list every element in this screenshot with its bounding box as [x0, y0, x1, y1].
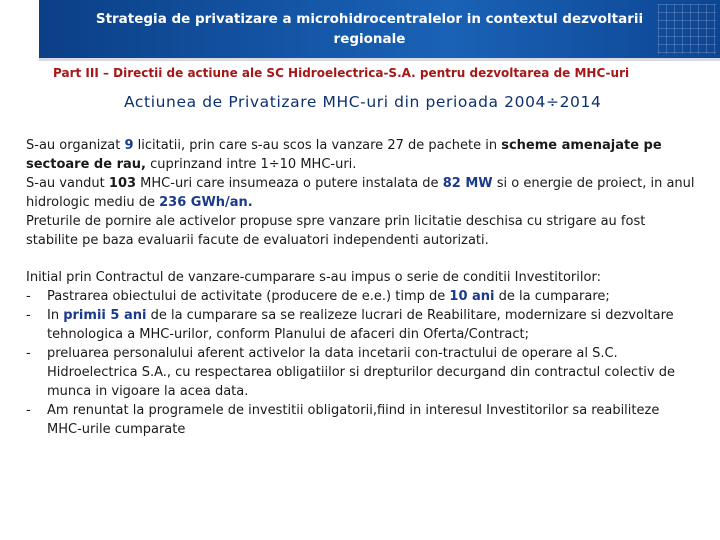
highlight-count: 9 [124, 138, 134, 153]
list-item-text: preluarea personalului aferent activelor la data incetarii con-tractului de operare al S.C. Hidroelectrica S.A., cu respectarea obligatiilor si drepturilor decurgand din contractul colectiv de munca in vigoare la acea data. [47, 346, 675, 399]
bold-phrase: scheme amenajate pe sectoare de rau, [26, 138, 662, 172]
text-run: de la cumparare sa se realizeze lucrari de Reabilitare, modernizare si dezvoltare tehnologica a MHC-urilor, conform Planului de afaceri din Oferta/Contract; [47, 308, 674, 342]
highlight-power: 82 MW [442, 176, 493, 191]
header-banner [39, 0, 720, 58]
list-item [26, 306, 698, 344]
highlight-years: primii 5 ani [63, 308, 147, 323]
list-item-text [47, 287, 698, 306]
section-heading: Actiunea de Privatizare MHC-uri din perioada 2004÷2014 [124, 93, 602, 111]
text-run: S-au organizat [26, 138, 125, 153]
section-subtitle: Part III – Directii de actiune ale SC Hidroelectrica-S.A. pentru dezvoltarea de MHC-uri [53, 66, 630, 80]
list-dash: - [26, 289, 31, 304]
header-divider [39, 58, 720, 61]
list-dash: - [26, 308, 31, 323]
list-item [26, 344, 698, 401]
spacer [26, 250, 698, 268]
list-item-text [47, 306, 698, 344]
paragraph-conditii: Initial prin Contractul de vanzare-cumparare s-au impus o serie de conditii Investitorilor: [26, 270, 601, 285]
paragraph-preturi: Preturile de pornire ale activelor propuse spre vanzare prin licitatie deschisa cu strigare au fost stabilite pe baza evaluarii facute de evaluatori independenti autorizati. [26, 214, 646, 248]
text-run: MHC-uri care insumeaza o putere instalata de [136, 176, 443, 191]
list-item-text: Am renuntat la programele de investitii obligatorii,fiind in interesul Investitorilor sa reabiliteze MHC-urile cumparate [47, 403, 660, 437]
text-run: Pastrarea obiectului de activitate (producere de e.e.) timp de [47, 289, 450, 304]
text-run: de la cumparare; [494, 289, 610, 304]
list-item [26, 401, 698, 439]
paragraph-vanzari [26, 174, 698, 212]
text-run: In [47, 308, 64, 323]
list-item [26, 287, 698, 306]
body-text [26, 136, 698, 439]
highlight-energy: 236 GWh/an. [159, 195, 253, 210]
text-run: cuprinzand intre 1÷10 MHC-uri. [145, 157, 357, 172]
slide-title-line2: regionale [333, 31, 406, 47]
slide-title [59, 9, 680, 49]
text-run: S-au vandut [26, 176, 109, 191]
text-run: licitatii, prin care s-au scos la vanzare 27 de pachete in [133, 138, 502, 153]
paragraph-licitatii [26, 136, 698, 174]
text-run: si o energie de proiect, in anul hidrologic mediu de [26, 176, 695, 210]
highlight-years: 10 ani [449, 289, 495, 304]
bold-count: 103 [108, 176, 137, 191]
list-dash: - [26, 403, 31, 418]
slide-title-line1: Strategia de privatizare a microhidrocentralelor in contextul dezvoltarii [95, 11, 644, 27]
list-dash: - [26, 346, 31, 361]
